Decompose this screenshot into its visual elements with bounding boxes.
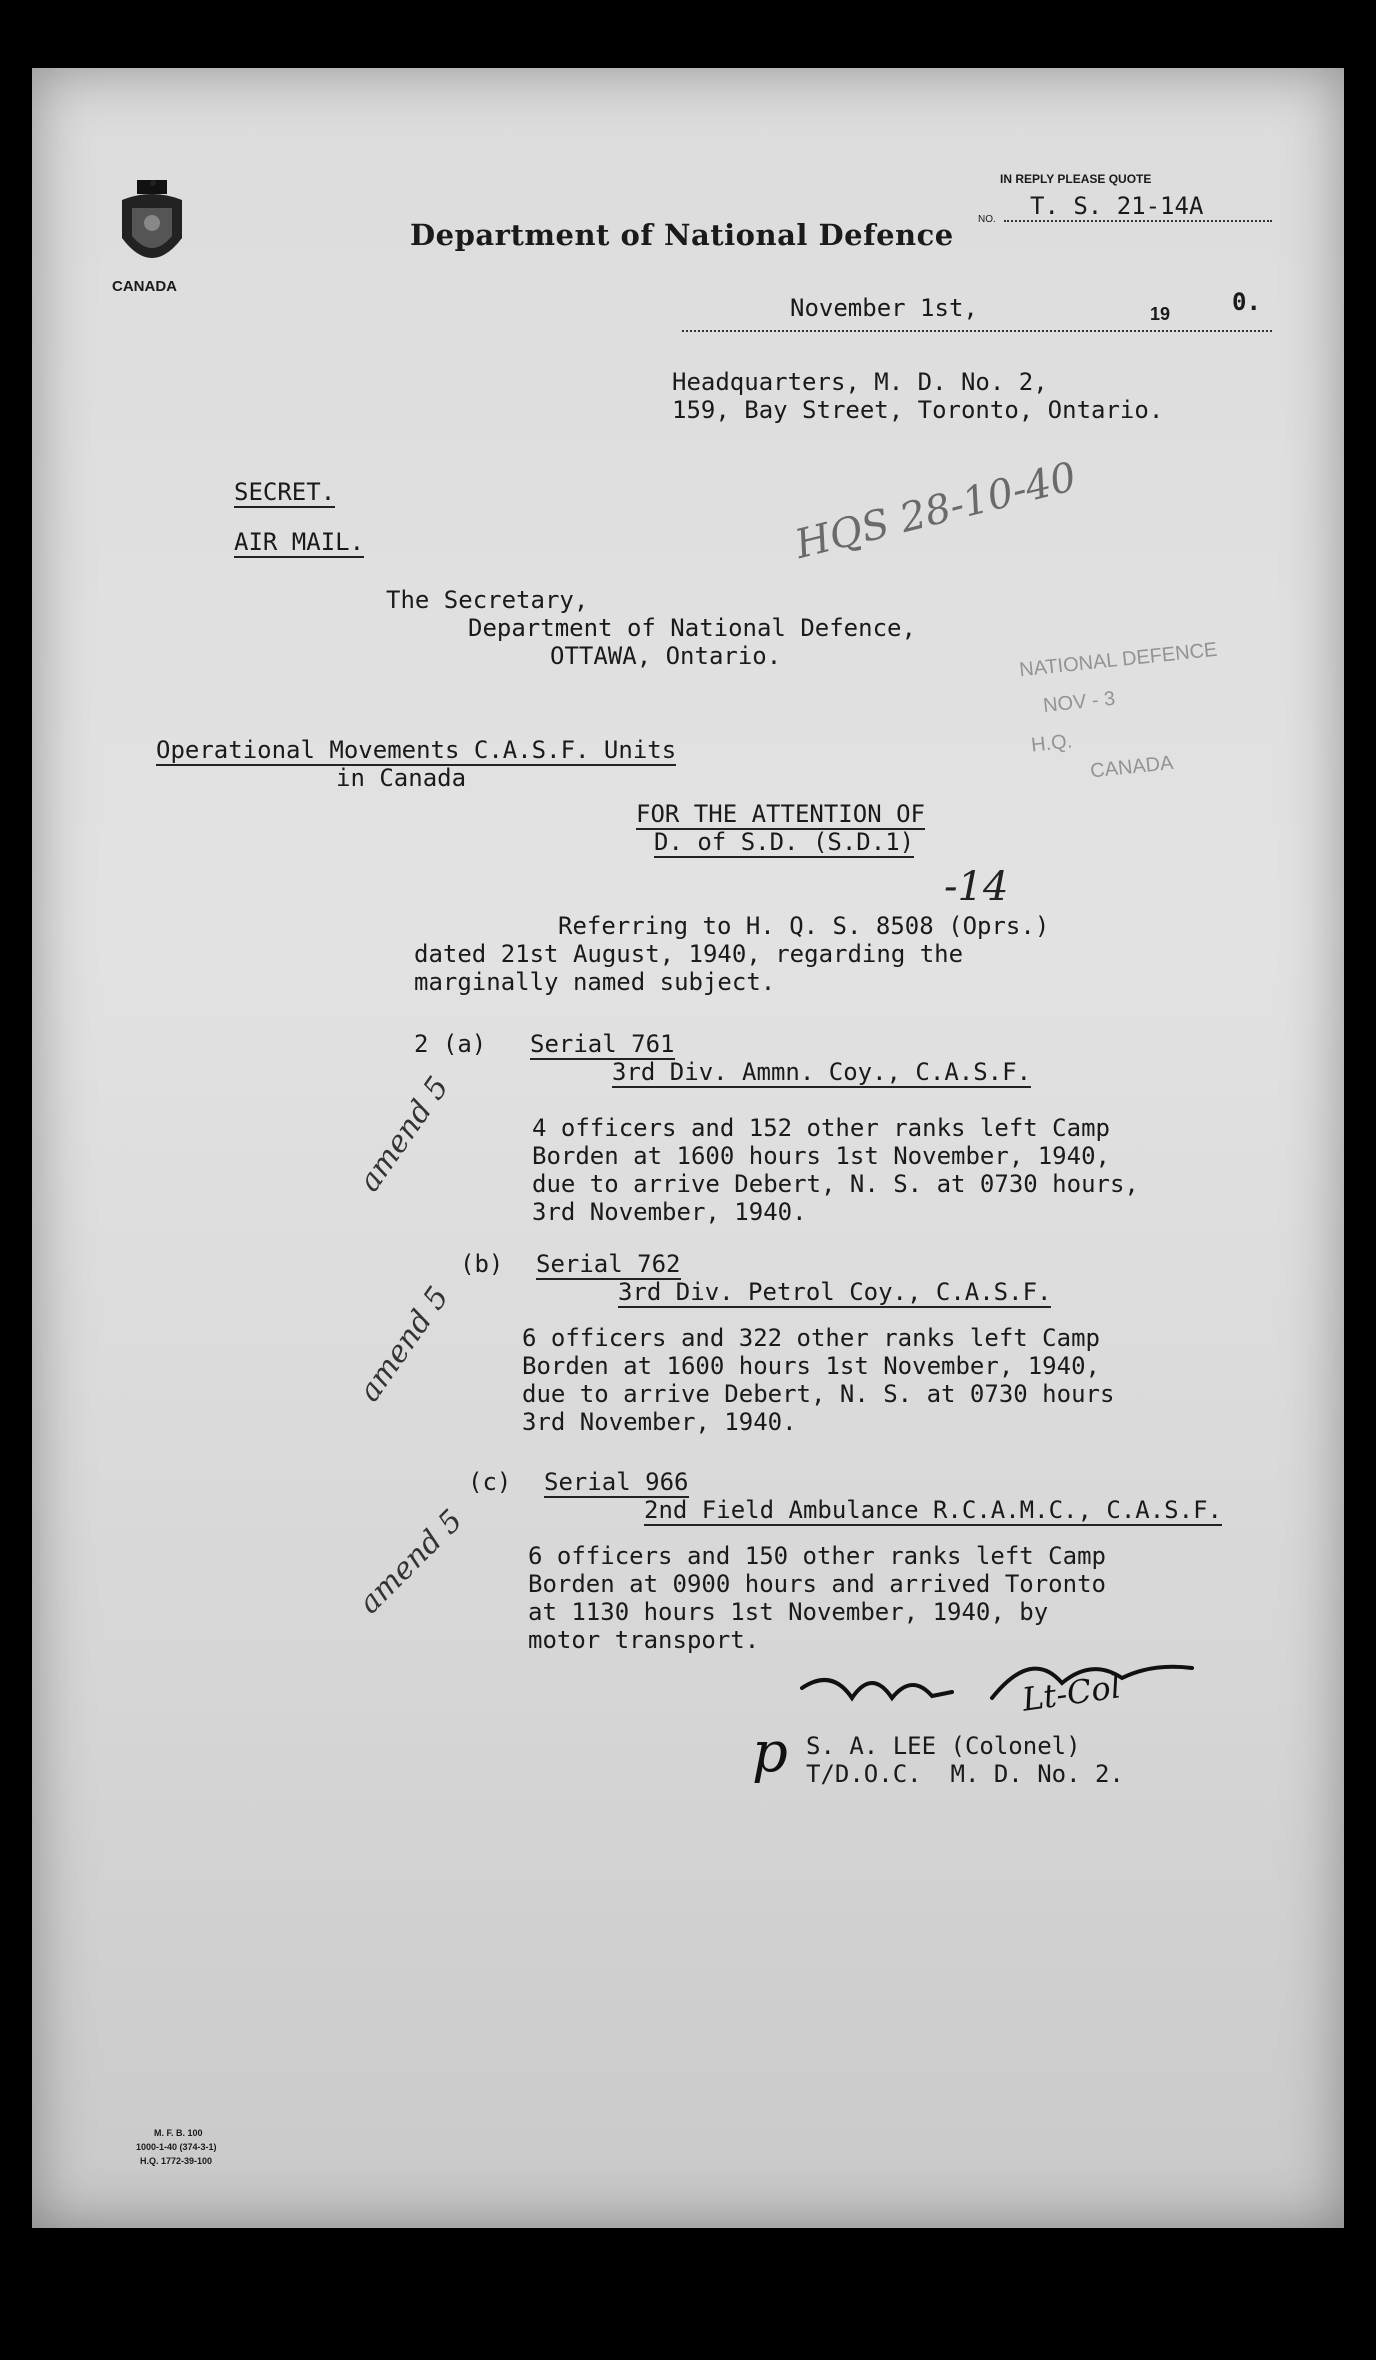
item-c-line1: 6 officers and 150 other ranks left Camp — [528, 1542, 1106, 1570]
reply-reference: T. S. 21-14A — [1004, 192, 1272, 222]
item-a-line1: 4 officers and 152 other ranks left Camp — [532, 1114, 1110, 1142]
item-b-line1: 6 officers and 322 other ranks left Camp — [522, 1324, 1100, 1352]
intro-line1: Referring to H. Q. S. 8508 (Oprs.) — [558, 912, 1050, 940]
signature-rank-note: Lt-Col — [1019, 1667, 1124, 1719]
date-year-suffix: 0. — [1232, 288, 1261, 316]
attention-line1: FOR THE ATTENTION OF — [636, 800, 925, 828]
item-b-label: (b) — [460, 1250, 504, 1278]
item-a-serial: Serial 761 — [530, 1030, 675, 1058]
date-line — [682, 328, 1272, 332]
date-year-prefix: 19 — [1150, 304, 1171, 324]
recipient-line1: The Secretary, — [386, 586, 589, 614]
canada-crest-icon — [112, 178, 192, 293]
stamp-line4: CANADA — [1089, 751, 1175, 783]
date-day: November 1st, — [790, 294, 978, 322]
form-number-line2: 1000-1-40 (374-3-1) — [136, 2142, 217, 2152]
item-c-margin-note: amend 5 — [352, 1503, 470, 1621]
reply-no-prefix: NO. — [978, 214, 996, 225]
sender-address-line1: Headquarters, M. D. No. 2, — [672, 368, 1048, 396]
letter-page — [32, 68, 1344, 2228]
secret-marking: SECRET. — [234, 478, 336, 506]
item-a-label: 2 (a) — [414, 1030, 487, 1058]
item-b-line3: due to arrive Debert, N. S. at 0730 hours — [522, 1380, 1115, 1408]
item-c-line4: motor transport. — [528, 1626, 760, 1654]
received-stamp — [1014, 637, 1250, 819]
attention-line2: D. of S.D. (S.D.1) — [654, 828, 915, 856]
form-number-line3: H.Q. 1772-39-100 — [140, 2156, 213, 2166]
item-a-line3: due to arrive Debert, N. S. at 0730 hours, — [532, 1170, 1139, 1198]
intro-handwritten-suffix: -14 — [944, 864, 1009, 910]
stamp-line2: NOV - 3 — [1042, 687, 1117, 718]
per-mark: p — [752, 1720, 788, 1785]
item-a-line2: Borden at 1600 hours 1st November, 1940, — [532, 1142, 1110, 1170]
item-b-unit: 3rd Div. Petrol Coy., C.A.S.F. — [618, 1278, 1052, 1306]
item-c-serial: Serial 966 — [544, 1468, 689, 1496]
item-b-serial: Serial 762 — [536, 1250, 681, 1278]
form-number-line1: M. F. B. 100 — [154, 2128, 203, 2138]
reply-label: IN REPLY PLEASE QUOTE — [1000, 172, 1152, 186]
item-a-margin-note: amend 5 — [352, 1070, 456, 1199]
item-b-margin-note: amend 5 — [352, 1280, 456, 1409]
stamp-line1: NATIONAL DEFENCE — [1018, 638, 1219, 682]
item-a-unit: 3rd Div. Ammn. Coy., C.A.S.F. — [612, 1058, 1032, 1086]
signatory-title: T/D.O.C. M. D. No. 2. — [806, 1760, 1124, 1788]
signatory-name: S. A. LEE (Colonel) — [806, 1732, 1081, 1760]
department-heading: Department of National Defence — [410, 218, 954, 252]
sender-address-line2: 159, Bay Street, Toronto, Ontario. — [672, 396, 1164, 424]
subject-line2: in Canada — [336, 764, 467, 792]
item-c-label: (c) — [468, 1468, 512, 1496]
intro-line2: dated 21st August, 1940, regarding the — [414, 940, 964, 968]
handwritten-signature — [792, 1628, 1232, 1738]
item-c-line2: Borden at 0900 hours and arrived Toronto — [528, 1570, 1106, 1598]
country-label: CANADA — [112, 278, 177, 295]
item-a-line4: 3rd November, 1940. — [532, 1198, 807, 1226]
item-b-line2: Borden at 1600 hours 1st November, 1940, — [522, 1352, 1100, 1380]
item-c-unit: 2nd Field Ambulance R.C.A.M.C., C.A.S.F. — [644, 1496, 1222, 1524]
recipient-line2: Department of National Defence, — [468, 614, 916, 642]
air-mail-marking: AIR MAIL. — [234, 528, 365, 556]
stamp-line3: H.Q. — [1030, 730, 1074, 757]
file-note-handwritten: HQS 28-10-40 — [790, 453, 1081, 569]
item-b-line4: 3rd November, 1940. — [522, 1408, 797, 1436]
stray-mark — [150, 180, 156, 186]
intro-line3: marginally named subject. — [414, 968, 776, 996]
recipient-line3: OTTAWA, Ontario. — [550, 642, 782, 670]
item-c-line3: at 1130 hours 1st November, 1940, by — [528, 1598, 1049, 1626]
subject-line1: Operational Movements C.A.S.F. Units — [156, 736, 677, 764]
